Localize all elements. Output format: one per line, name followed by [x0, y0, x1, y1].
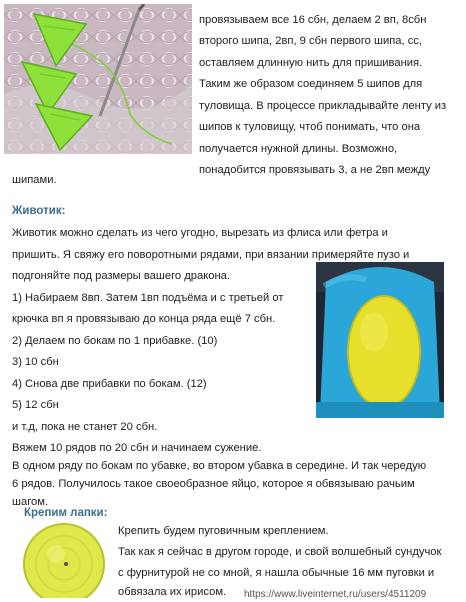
- belly-line: подгоняйте под размеры вашего дракона.: [12, 270, 230, 282]
- legs-line: с фурнитурой не со мной, я нашла обычные 16 мм пуговки и: [118, 567, 435, 579]
- belly-closing-line: 6 рядов. Получилось такое своеобразное яйцо, которое я обвязываю рачьим: [12, 478, 415, 490]
- intro-line: провязываем все 16 сбн, делаем 2 вп, 8сбн: [199, 14, 427, 26]
- belly-line: Животик можно сделать из чего угодно, вырезать из флиса или фетра и: [12, 227, 388, 239]
- intro-line: получается нужной длины. Возможно,: [199, 143, 398, 155]
- button-ball-photo: [20, 520, 108, 598]
- legs-line: обвязала их ирисом.: [118, 586, 227, 598]
- belly-step: 5) 12 сбн: [12, 399, 59, 411]
- belly-step: крючка вп я провязываю до конца ряда ещё 7 сбн.: [12, 313, 276, 325]
- belly-step: 1) Набираем 8вп. Затем 1вп подъёма и с третьей от: [12, 292, 284, 304]
- belly-line: пришить. Я свяжу его поворотными рядами, при вязании примеряйте пузо и: [12, 249, 410, 261]
- intro-line: понадобится провязывать 3, а не 2вп между: [199, 164, 431, 176]
- legs-line: Крепить будем пуговичным креплением.: [118, 525, 329, 537]
- spikes-photo: [4, 4, 192, 154]
- legs-heading: Крепим лапки:: [24, 507, 108, 519]
- watermark-url[interactable]: https://www.liveinternet.ru/users/4511209: [244, 589, 427, 600]
- intro-line: шипов к туловищу, чтоб понимать, что она: [199, 121, 421, 133]
- intro-line: второго шипа, 2вп, 9 сбн первого шипа, сс,: [199, 35, 423, 47]
- belly-heading: Животик:: [12, 205, 66, 217]
- belly-closing-line: В одном ряду по бокам по убавке, во втором убавка в середине. И так чередую: [12, 460, 427, 472]
- belly-photo: [316, 262, 444, 418]
- intro-line: оставляем длинную нить для пришивания.: [199, 57, 423, 69]
- intro-line: шипами.: [12, 174, 57, 186]
- belly-step: 3) 10 сбн: [12, 356, 59, 368]
- belly-step: 4) Снова две прибавки по бокам. (12): [12, 378, 207, 390]
- belly-step: Вяжем 10 рядов по 20 сбн и начинаем сужение.: [12, 442, 262, 454]
- belly-closing-line: шагом.: [12, 496, 49, 508]
- intro-line: туловища. В процессе прикладывайте ленту из: [199, 100, 447, 112]
- belly-step: 2) Делаем по бокам по 1 прибавке. (10): [12, 335, 218, 347]
- legs-line: Так как я сейчас в другом городе, и свой волшебный сундучок: [118, 546, 442, 558]
- intro-line: Таким же образом соединяем 5 шипов для: [199, 78, 423, 90]
- belly-step: и т.д, пока не станет 20 сбн.: [12, 421, 158, 433]
